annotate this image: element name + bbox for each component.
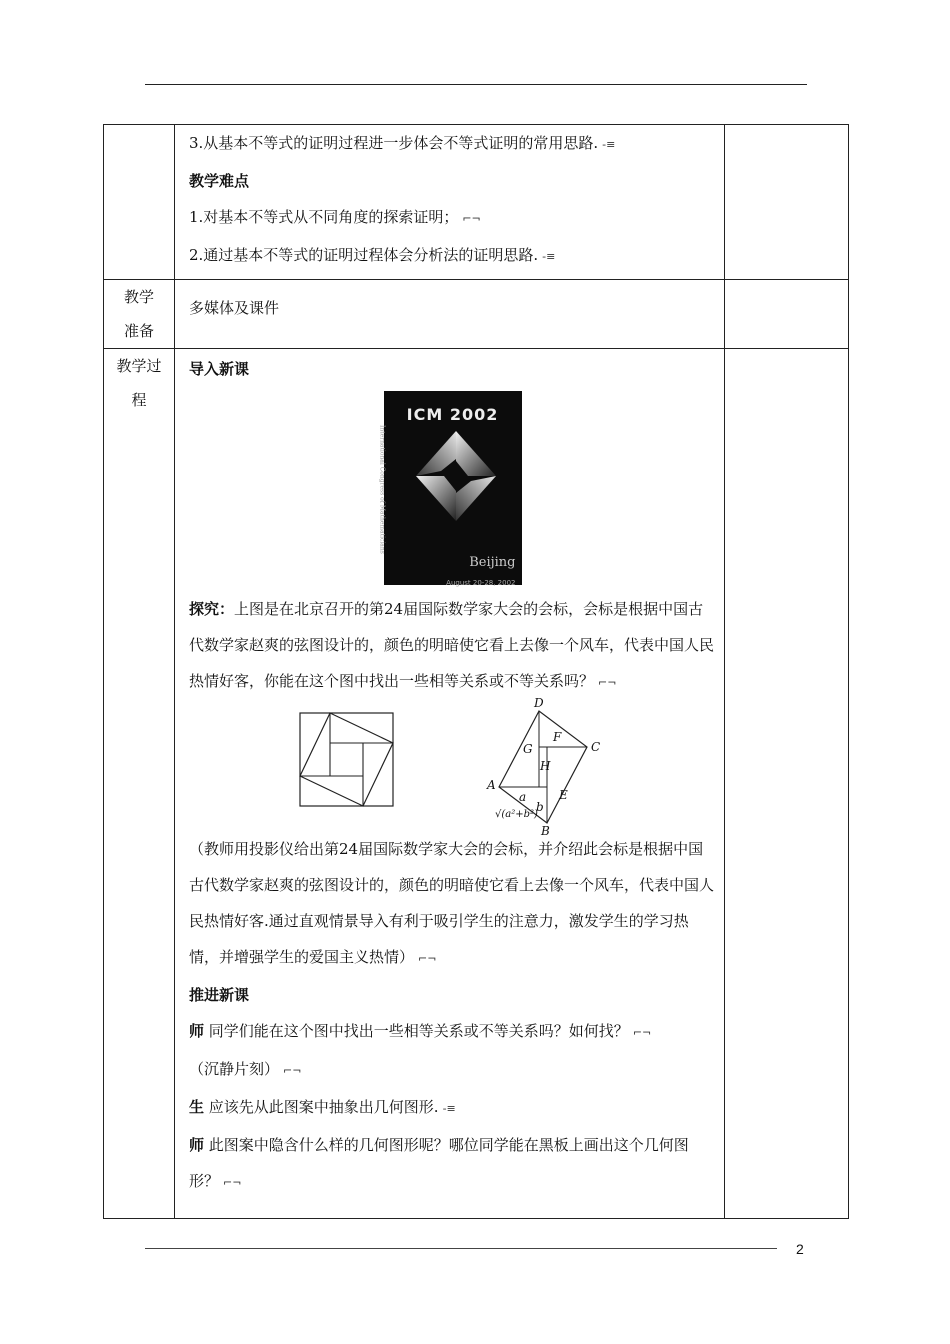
row-preparation: [104, 280, 849, 349]
label-a: a: [519, 790, 527, 804]
label-B: B: [541, 824, 550, 838]
prep-label-cell: 教学 准备: [104, 280, 175, 349]
difficulty-line-2: 2.通过基本不等式的证明过程体会分析法的证明思路. -≡: [189, 246, 556, 264]
paragraph-mark-icon: -≡: [602, 138, 616, 151]
paragraph-mark-icon: ⌐¬: [632, 1026, 652, 1039]
label-cell-empty: [104, 125, 175, 280]
notes-cell: [725, 280, 849, 349]
label-b: b: [536, 800, 544, 814]
paragraph-mark-icon: ⌐¬: [418, 952, 437, 965]
paragraph-mark-icon: ⌐¬: [462, 212, 481, 225]
goal-line-3: 3.从基本不等式的证明过程进一步体会不等式证明的常用思路. -≡: [189, 134, 616, 152]
label-F: F: [553, 730, 562, 744]
zhao-shuang-string-diagram: [299, 712, 395, 808]
row-process: [104, 349, 849, 1219]
teacher-note-paragraph: （教师用投影仪给出第24届国际数学家大会的会标，并介绍此会标是根据中国古代数学家赵爽的弦图设计的，颜色的明暗使它看上去像一个风车，代表中国人民热情好客.通过直观情景导入有利于吸引学生的注意力，激发学生的学习热情，并增强学生的爱国主义热情） ⌐¬: [189, 840, 715, 966]
footer-rule: [145, 1248, 777, 1249]
difficulty-line-1: 1.对基本不等式从不同角度的探索证明； ⌐¬: [189, 208, 481, 226]
process-label-cell: 教学过 程: [104, 349, 175, 1219]
label-hypotenuse: √(a²+b²): [495, 809, 538, 820]
dialogue-line-3: 师 此图案中隐含什么样的几何图形呢？哪位同学能在黑板上画出这个几何图形？ ⌐¬: [189, 1136, 689, 1190]
icm-side-text: International Congress of Mathematicians: [378, 425, 386, 554]
notes-cell: [725, 125, 849, 280]
header-rule: [145, 84, 807, 85]
prep-content: 多媒体及课件: [189, 299, 280, 317]
process-content-cell: [175, 349, 725, 1219]
icm-2002-logo-image: [378, 391, 522, 587]
paragraph-mark-icon: -≡: [442, 1102, 456, 1115]
label-D: D: [534, 696, 544, 710]
paragraph-mark-icon: -≡: [542, 250, 556, 263]
dialogue-line-1: 师 同学们能在这个图中找出一些相等关系或不等关系吗？如何找？ ⌐¬: [189, 1022, 652, 1040]
labeled-square-diagram: [479, 695, 619, 838]
row-goals-continued: [104, 125, 849, 280]
label-E: E: [559, 788, 568, 802]
paragraph-mark-icon: ⌐¬: [223, 1176, 242, 1189]
icm-title: ICM 2002: [406, 405, 499, 424]
page-number: 2: [796, 1241, 804, 1257]
label-C: C: [591, 740, 601, 754]
dialogue-pause: （沉静片刻） ⌐¬: [189, 1060, 302, 1078]
label-A: A: [487, 778, 496, 792]
goals-content-cell: [175, 125, 725, 280]
intro-heading: 导入新课: [189, 360, 250, 378]
paragraph-mark-icon: ⌐¬: [598, 676, 617, 689]
difficulty-heading: 教学难点: [189, 172, 250, 190]
prep-content-cell: [175, 280, 725, 349]
explore-paragraph: 探究：上图是在北京召开的第24届国际数学家大会的会标，会标是根据中国古代数学家赵爽的弦图设计的，颜色的明暗使它看上去像一个风车，代表中国人民热情好客，你能在这个图中找出一些相等关系或不等关系吗？ ⌐¬: [189, 600, 715, 690]
label-H: H: [540, 759, 551, 773]
pinwheel-logo-icon: [406, 421, 506, 541]
lesson-plan-table: [103, 124, 849, 1219]
label-G: G: [523, 742, 533, 756]
notes-cell: [725, 349, 849, 1219]
paragraph-mark-icon: ⌐¬: [283, 1064, 302, 1077]
icm-city: Beijing: [469, 555, 516, 570]
dialogue-line-2: 生 应该先从此图案中抽象出几何图形. -≡: [189, 1098, 456, 1116]
advance-heading: 推进新课: [189, 986, 250, 1004]
icm-date: August 20-28, 2002: [446, 579, 516, 587]
figures-row: [189, 696, 716, 838]
